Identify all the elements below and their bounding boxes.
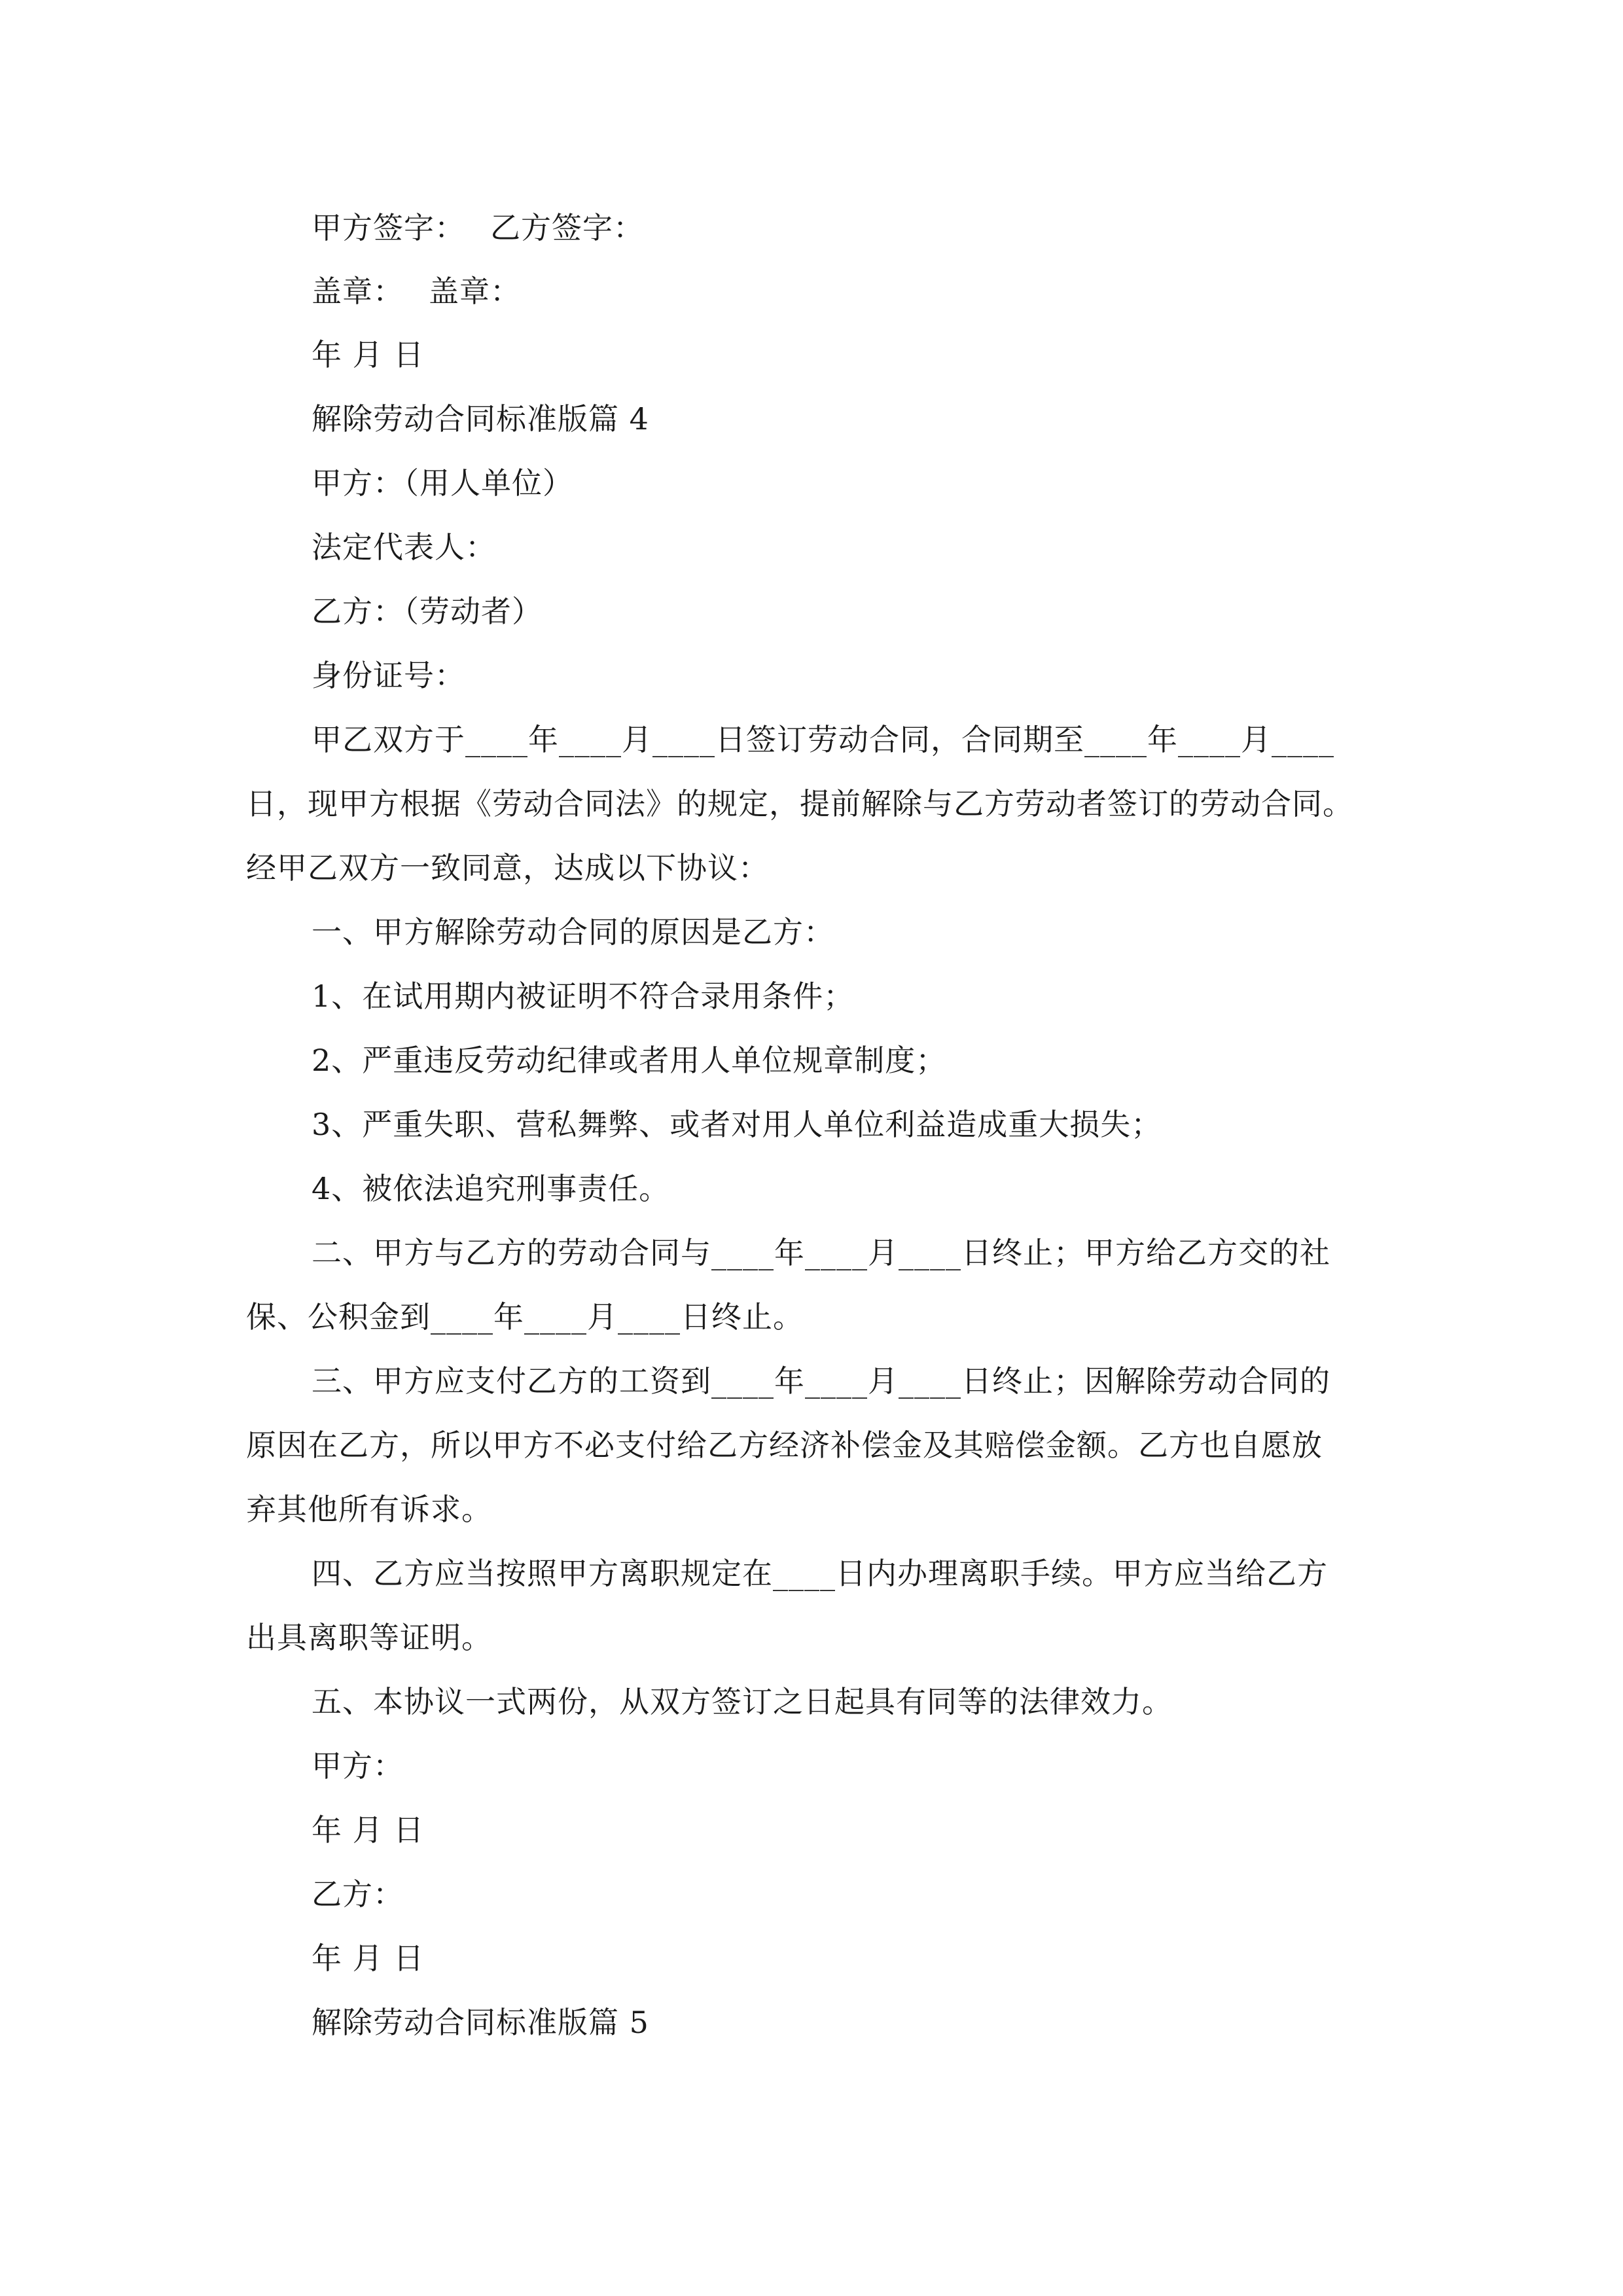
party-a-line: 甲方：（用人单位） [312, 465, 573, 501]
party-b-signature-label: 乙方签字： [490, 210, 644, 245]
party-b-line: 乙方：（劳动者） [312, 594, 543, 629]
clause-3-line-2: 原因在乙方，所以甲方不必支付给乙方经济补偿金及其赔偿金额。乙方也自愿放 [246, 1427, 1323, 1463]
section-heading-4: 解除劳动合同标准版篇 4 [312, 401, 649, 437]
party-a-signature-label: 甲方签字： [312, 210, 465, 245]
party-b-seal-label: 盖章： [429, 274, 521, 309]
section-heading-5: 解除劳动合同标准版篇 5 [312, 2005, 649, 2040]
party-a-date-line: 年 月 日 [312, 1812, 425, 1848]
clause-3-line-3: 弃其他所有诉求。 [246, 1492, 492, 1527]
legal-representative-line: 法定代表人： [312, 529, 496, 565]
party-b-sign-label: 乙方： [312, 1876, 404, 1912]
clause-1-item-2: 2、严重违反劳动纪律或者用人单位规章制度； [312, 1043, 947, 1078]
party-a-sign-label: 甲方： [312, 1748, 404, 1784]
clause-1-item-4: 4、被依法追究刑事责任。 [312, 1171, 670, 1206]
date-line: 年 月 日 [312, 337, 425, 372]
clause-1-item-1: 1、在试用期内被证明不符合录用条件； [312, 978, 855, 1014]
party-a-seal-label: 盖章： [312, 274, 404, 309]
intro-paragraph-line-1: 甲乙双方于____年____月____日签订劳动合同，合同期至____年____月____ [312, 722, 1334, 757]
clause-5: 五、本协议一式两份，从双方签订之日起具有同等的法律效力。 [312, 1684, 1173, 1719]
clause-1-heading: 一、甲方解除劳动合同的原因是乙方： [312, 914, 834, 950]
clause-1-item-3: 3、严重失职、营私舞弊、或者对用人单位利益造成重大损失； [312, 1107, 1162, 1142]
clause-4-line-1: 四、乙方应当按照甲方离职规定在____日内办理离职手续。甲方应当给乙方 [312, 1556, 1328, 1591]
id-number-line: 身份证号： [312, 658, 465, 693]
clause-3-line-1: 三、甲方应支付乙方的工资到____年____月____日终止；因解除劳动合同的 [312, 1363, 1330, 1399]
signature-line [312, 208, 644, 247]
clause-2-line-1: 二、甲方与乙方的劳动合同与____年____月____日终止；甲方给乙方交的社 [312, 1235, 1330, 1270]
clause-4-line-2: 出具离职等证明。 [246, 1620, 492, 1655]
clause-2-line-2: 保、公积金到____年____月____日终止。 [246, 1299, 804, 1335]
intro-paragraph-line-2: 日，现甲方根据《劳动合同法》的规定，提前解除与乙方劳动者签订的劳动合同。 [246, 786, 1353, 821]
party-b-date-line: 年 月 日 [312, 1941, 425, 1976]
seal-line [312, 272, 521, 311]
intro-paragraph-line-3: 经甲乙双方一致同意，达成以下协议： [246, 850, 769, 886]
